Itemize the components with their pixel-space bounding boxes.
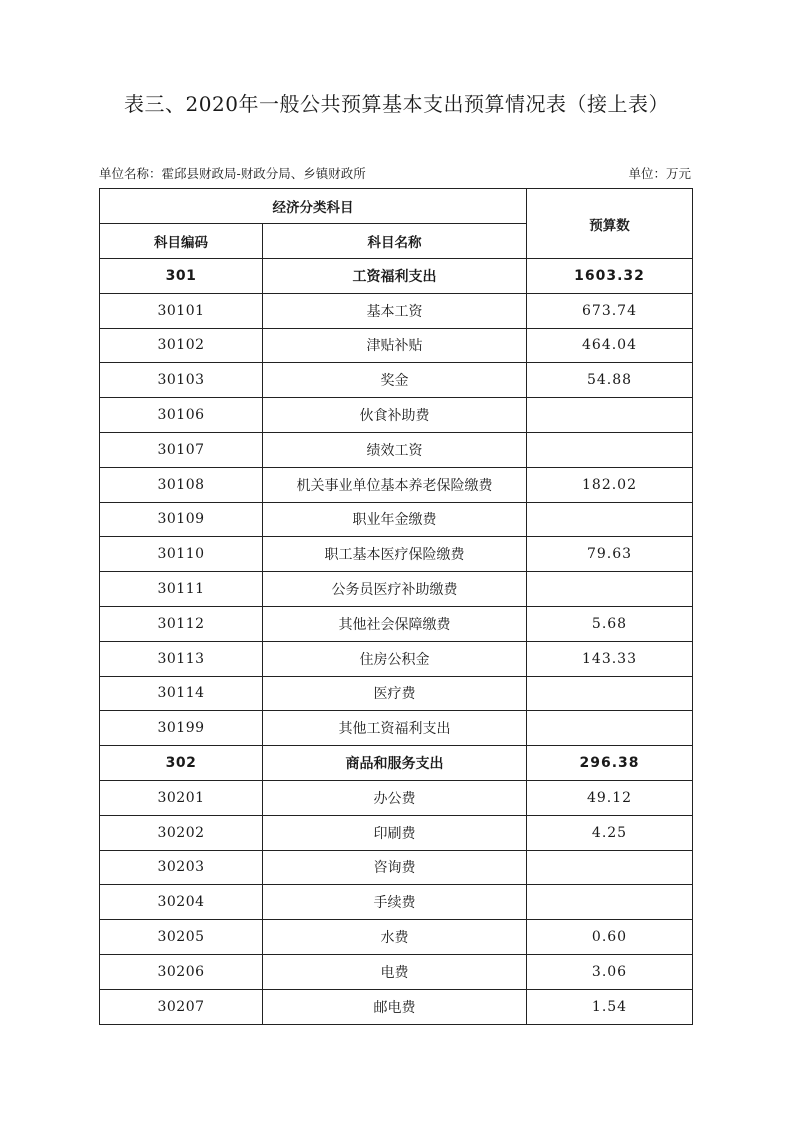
table-row (100, 989, 693, 1024)
row-name: 机关事业单位基本养老保险缴费 (263, 467, 527, 502)
row-amount (527, 676, 693, 711)
header-category: 经济分类科目 (100, 189, 527, 224)
header-code: 科目编码 (100, 224, 263, 259)
table-row (100, 815, 693, 850)
row-amount (527, 398, 693, 433)
table-row (100, 711, 693, 746)
row-code: 30114 (100, 676, 263, 711)
table-group-row (100, 259, 693, 294)
table-row (100, 363, 693, 398)
table-row (100, 572, 693, 607)
row-amount: 1603.32 (527, 259, 693, 294)
row-code: 30110 (100, 537, 263, 572)
table-row (100, 606, 693, 641)
row-name: 工资福利支出 (263, 259, 527, 294)
row-code: 30199 (100, 711, 263, 746)
row-amount: 4.25 (527, 815, 693, 850)
row-name: 电费 (263, 954, 527, 989)
row-amount: 182.02 (527, 467, 693, 502)
table-row (100, 537, 693, 572)
row-amount: 673.74 (527, 293, 693, 328)
row-code: 30102 (100, 328, 263, 363)
row-code: 30106 (100, 398, 263, 433)
table-row (100, 398, 693, 433)
unit-organization: 单位名称：霍邱县财政局-财政分局、乡镇财政所 (99, 166, 366, 181)
row-code: 30101 (100, 293, 263, 328)
row-name: 基本工资 (263, 293, 527, 328)
table-row (100, 920, 693, 955)
row-name: 印刷费 (263, 815, 527, 850)
row-name: 职工基本医疗保险缴费 (263, 537, 527, 572)
row-name: 绩效工资 (263, 432, 527, 467)
row-amount (527, 432, 693, 467)
row-code: 30205 (100, 920, 263, 955)
row-code: 30203 (100, 850, 263, 885)
row-name: 伙食补助费 (263, 398, 527, 433)
row-code: 302 (100, 746, 263, 781)
row-name: 其他工资福利支出 (263, 711, 527, 746)
row-code: 30204 (100, 885, 263, 920)
table-row (100, 780, 693, 815)
row-name: 手续费 (263, 885, 527, 920)
row-name: 水费 (263, 920, 527, 955)
row-code: 30103 (100, 363, 263, 398)
table-group-row (100, 746, 693, 781)
table-row (100, 432, 693, 467)
row-code: 30107 (100, 432, 263, 467)
row-amount: 79.63 (527, 537, 693, 572)
row-amount (527, 850, 693, 885)
row-code: 30113 (100, 641, 263, 676)
table-row (100, 328, 693, 363)
row-code: 30109 (100, 502, 263, 537)
table-row (100, 293, 693, 328)
page-title: 表三、2020年一般公共预算基本支出预算情况表（接上表） (124, 92, 669, 116)
row-name: 邮电费 (263, 989, 527, 1024)
row-code: 30201 (100, 780, 263, 815)
row-name: 医疗费 (263, 676, 527, 711)
row-amount: 3.06 (527, 954, 693, 989)
row-amount (527, 502, 693, 537)
budget-table (99, 188, 693, 1025)
row-amount: 49.12 (527, 780, 693, 815)
header-amount: 预算数 (527, 189, 693, 259)
table-row (100, 641, 693, 676)
row-name: 公务员医疗补助缴费 (263, 572, 527, 607)
row-amount (527, 885, 693, 920)
row-amount (527, 711, 693, 746)
row-name: 职业年金缴费 (263, 502, 527, 537)
table-row (100, 954, 693, 989)
row-amount: 54.88 (527, 363, 693, 398)
row-code: 30111 (100, 572, 263, 607)
table-row (100, 850, 693, 885)
row-code: 30112 (100, 606, 263, 641)
table-row (100, 467, 693, 502)
row-amount: 143.33 (527, 641, 693, 676)
row-code: 30202 (100, 815, 263, 850)
row-amount: 1.54 (527, 989, 693, 1024)
table-row (100, 502, 693, 537)
table-row (100, 885, 693, 920)
row-amount: 296.38 (527, 746, 693, 781)
row-name: 咨询费 (263, 850, 527, 885)
row-amount: 5.68 (527, 606, 693, 641)
row-name: 津贴补贴 (263, 328, 527, 363)
table-row (100, 676, 693, 711)
row-name: 商品和服务支出 (263, 746, 527, 781)
row-code: 30206 (100, 954, 263, 989)
row-code: 30108 (100, 467, 263, 502)
row-name: 奖金 (263, 363, 527, 398)
row-name: 办公费 (263, 780, 527, 815)
row-amount (527, 572, 693, 607)
row-name: 住房公积金 (263, 641, 527, 676)
row-code: 301 (100, 259, 263, 294)
row-code: 30207 (100, 989, 263, 1024)
row-amount: 0.60 (527, 920, 693, 955)
unit-measure: 单位：万元 (628, 166, 691, 181)
row-name: 其他社会保障缴费 (263, 606, 527, 641)
row-amount: 464.04 (527, 328, 693, 363)
header-name: 科目名称 (263, 224, 527, 259)
